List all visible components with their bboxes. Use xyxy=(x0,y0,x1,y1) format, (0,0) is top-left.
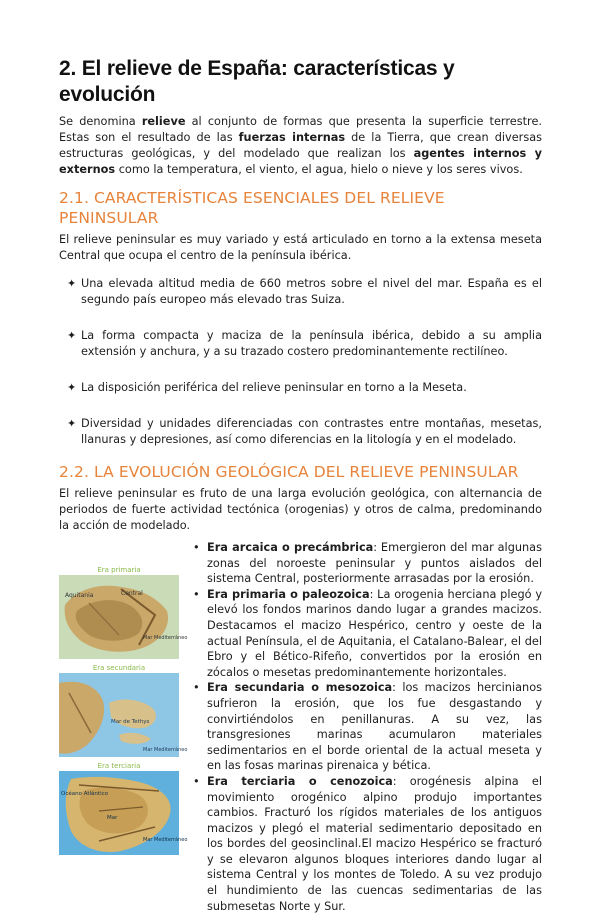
era-description: : los macizos hercinianos sufrieron la erosión, que los fue desgastando y convirtiéndolos en penillanuras. A su vez, las transgresiones marinas acumularon materiales sedimentarios en el borde oriental de la actual meseta y en las fosas marinas pirenaica y bética. xyxy=(207,681,542,773)
list-item: ✦ La disposición periférica del relieve peninsular en torno a la Meseta. xyxy=(67,381,467,394)
section-1-heading: 2.1. CARACTERÍSTICAS ESENCIALES DEL RELIEVE PENINSULAR xyxy=(59,189,445,227)
eras-list xyxy=(187,540,542,914)
map-terciaria-image xyxy=(59,771,188,855)
list-item: ✦ Diversidad y unidades diferenciadas con contrastes entre montañas, mesetas, llanuras y depresiones, así como diferencias en la litología y en el modelado. xyxy=(67,417,542,446)
section-2-heading: 2.2. LA EVOLUCIÓN GEOLÓGICA DEL RELIEVE PENINSULAR xyxy=(59,463,519,481)
intro-paragraph xyxy=(59,114,542,178)
list-item xyxy=(193,587,542,681)
intro-text: como la temperatura, el viento, el agua, hielo o nieve y los seres vivos. xyxy=(115,163,523,176)
intro-text: de la Tierra, que crean diversas estructuras geológicas, y del modelado que realizan los xyxy=(59,131,543,160)
bullet-icon: • xyxy=(193,587,200,601)
intro-text: al conjunto de formas que presenta la superficie terrestre. Estas son el resultado de las xyxy=(59,115,542,144)
era-name: Era primaria o paleozoica xyxy=(207,587,370,601)
era-description: : La orogenia herciana plegó y elevó los fondos marinos dando lugar a grandes macizos. Destacamos el macizo Hespérico, centro y oeste de la actual Península, el de Aquitania, el Catalano-Balear, el del Ebro y el Bético-Rifeño, convertidos por la erosión en zócalos o mesetas predominantemente horizontales. xyxy=(207,587,542,679)
list-item: ✦ La forma compacta y maciza de la península ibérica, debido a su amplia extensión y anchura, y a su trazado costero predominantemente rectilíneo. xyxy=(67,329,542,358)
map-era-primaria xyxy=(59,566,188,659)
map-label-text: Mar Mediterráneo xyxy=(143,747,188,753)
list-item: ✦ Una elevada altitud media de 660 metros sobre el nivel del mar. España es el segundo país europeo más elevado tras Suiza. xyxy=(67,277,542,306)
intro-text: Se denomina xyxy=(59,115,142,128)
star-bullet-icon: ✦ xyxy=(67,417,77,430)
map-label-text: Mar xyxy=(107,815,118,821)
map-label-text: Océano Atlántico xyxy=(61,791,108,797)
era-name: Era arcaica o precámbrica xyxy=(207,541,374,554)
section-2-paragraph: El relieve peninsular es fruto de una larga evolución geológica, con alternancia de periodos de fuerte actividad tectónica (orogenias) y otros de calma, predominando la acción de modelado. xyxy=(59,487,542,532)
map-label-text: Central xyxy=(121,590,143,597)
list-item xyxy=(193,680,542,774)
map-era-secundaria xyxy=(59,664,188,757)
star-bullet-icon: ✦ xyxy=(67,329,77,342)
star-bullet-icon: ✦ xyxy=(67,381,77,394)
map-caption: Era primaria xyxy=(97,566,141,574)
map-label-text: Mar Mediterráneo xyxy=(143,635,188,641)
bullet-icon: • xyxy=(193,681,200,695)
map-primaria-image xyxy=(59,575,188,659)
term-relieve: relieve xyxy=(141,115,186,128)
section-1-paragraph: El relieve peninsular es muy variado y está articulado en torno a la extensa meseta Central que ocupa el centro de la península ibérica. xyxy=(59,233,542,262)
era-name: Era terciaria o cenozoica xyxy=(207,774,393,788)
era-description: : orogénesis alpina el movimiento orogénico alpino produjo importantes cambios. Fracturó los rígidos materiales de los antiguos macizos y plegó el material sedimentario depositado en los bordes del geosinclinal.El macizo Hespérico se fracturó y se elevaron algunos bloques interiores dando lugar al sistema Central y los montes de Toledo. A su vez produjo el hundimiento de las cuencas sedimentarias de las submesetas Norte y Sur. xyxy=(207,774,542,913)
map-label-text: Mar de Tethys xyxy=(111,719,150,725)
map-era-terciaria xyxy=(59,762,188,855)
bullet-icon: • xyxy=(193,774,200,788)
map-caption: Era terciaria xyxy=(97,762,141,770)
term-fuerzas-internas: fuerzas internas xyxy=(238,131,346,144)
list-item xyxy=(193,540,542,587)
characteristics-list xyxy=(59,276,542,448)
era-maps-column xyxy=(59,540,187,880)
map-label-text: Aquitania xyxy=(65,592,94,599)
era-description: : Emergieron del mar algunas zonas del noroeste peninsular y puntos aislados del sistema Central, posteriormente arrasadas por la erosión. xyxy=(207,541,542,586)
era-name: Era secundaria o mesozoica xyxy=(207,681,393,695)
page-title: 2. El relieve de España: características y evolución xyxy=(59,57,455,106)
list-item xyxy=(193,774,542,914)
map-secundaria-image xyxy=(59,673,188,757)
term-agentes: agentes internos y externos xyxy=(59,147,542,176)
geologic-eras-section xyxy=(59,540,542,914)
map-label-text: Mar Mediterráneo xyxy=(143,837,188,843)
bullet-icon: • xyxy=(193,541,200,554)
star-bullet-icon: ✦ xyxy=(67,277,77,290)
map-caption: Era secundaria xyxy=(92,664,146,672)
